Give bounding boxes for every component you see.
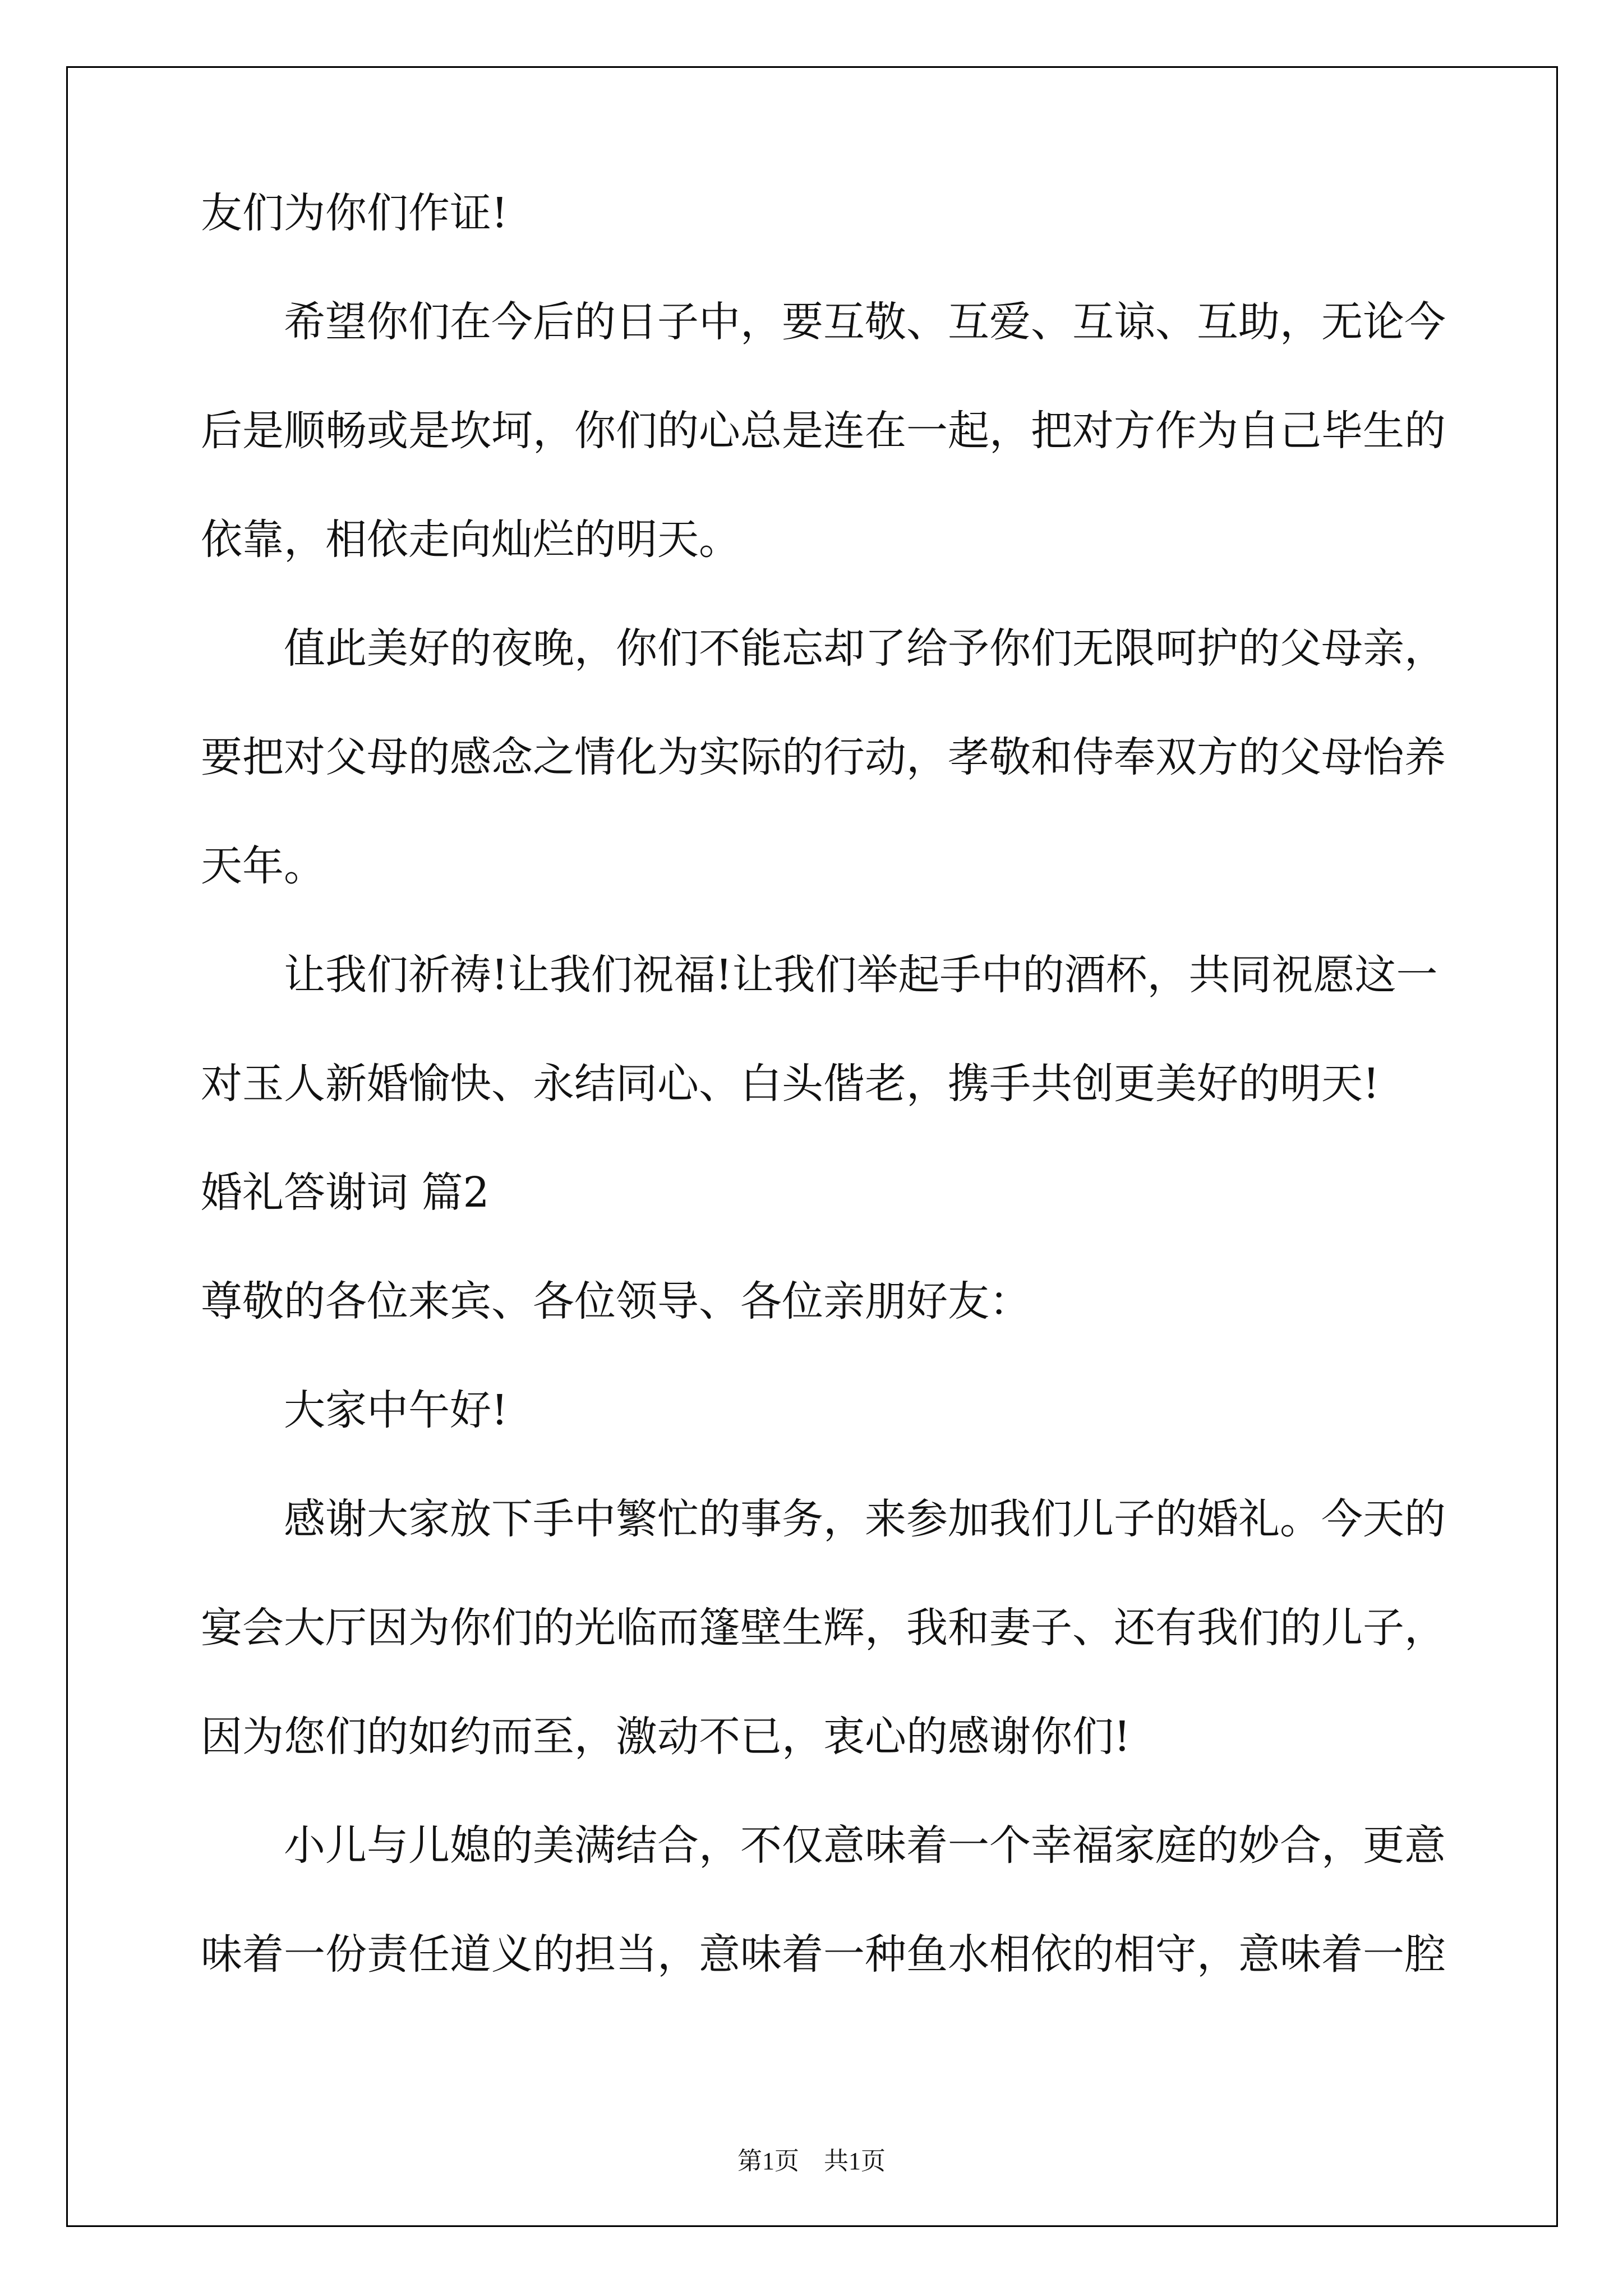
text-line: 味着一份责任道义的担当，意味着一种鱼水相依的相守，意味着一腔 xyxy=(201,1930,1446,1978)
text-line: 友们为你们作证! xyxy=(201,189,508,237)
text-line: 因为您们的如约而至，激动不已，衷心的感谢你们! xyxy=(201,1713,1131,1761)
text-line: 宴会大厅因为你们的光临而篷壁生辉，我和妻子、还有我们的儿子， xyxy=(201,1604,1446,1652)
text-line: 天年。 xyxy=(201,842,325,890)
text-line: 值此美好的夜晚，你们不能忘却了给予你们无限呵护的父母亲， xyxy=(201,624,1446,673)
text-line: 感谢大家放下手中繁忙的事务，来参加我们儿子的婚礼。今天的 xyxy=(201,1495,1446,1543)
text-line: 要把对父母的感念之情化为实际的行动，孝敬和侍奉双方的父母怡养 xyxy=(201,733,1446,781)
text-line: 依靠，相依走向灿烂的明天。 xyxy=(201,516,740,564)
section-heading: 婚礼答谢词 篇2 xyxy=(201,1168,490,1217)
text-line: 希望你们在今后的日子中，要互敬、互爱、互谅、互助，无论今 xyxy=(201,298,1446,346)
text-line: 让我们祈祷!让我们祝福!让我们举起手中的酒杯，共同祝愿这一 xyxy=(201,951,1438,999)
text-line: 大家中午好! xyxy=(201,1386,508,1434)
page-footer: 第1页 共1页 xyxy=(737,2147,886,2175)
document-body xyxy=(201,189,1446,2042)
salutation-line: 尊敬的各位来宾、各位领导、各位亲朋好友： xyxy=(201,1277,1031,1326)
text-line: 对玉人新婚愉快、永结同心、白头偕老，携手共创更美好的明天! xyxy=(201,1060,1380,1108)
text-line: 后是顺畅或是坎坷，你们的心总是连在一起，把对方作为自己毕生的 xyxy=(201,407,1446,455)
text-line: 小儿与儿媳的美满结合，不仅意味着一个幸福家庭的妙合，更意 xyxy=(201,1821,1446,1870)
